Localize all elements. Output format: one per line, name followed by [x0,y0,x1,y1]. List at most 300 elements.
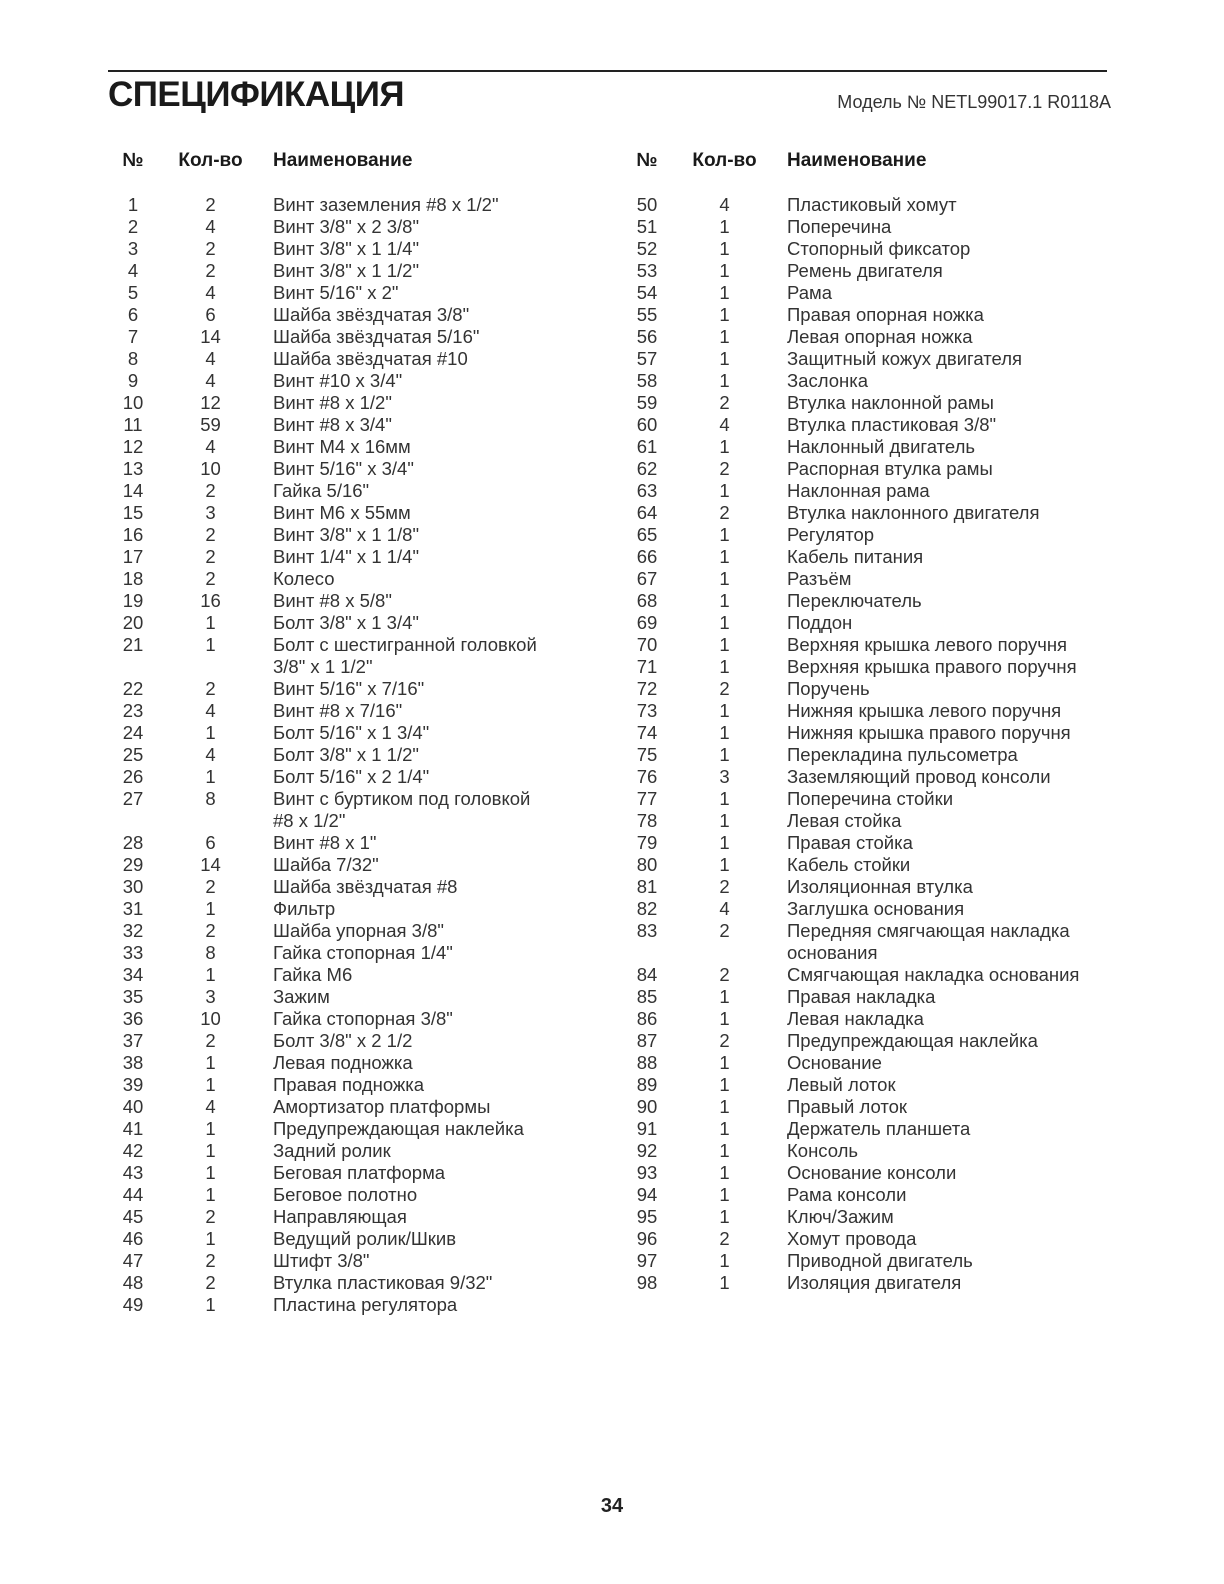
part-quantity: 8 [205,788,216,809]
table-row [108,788,578,832]
table-row [108,524,578,546]
table-row [108,1162,578,1184]
part-name: Винт #8 x 1" [273,832,377,853]
part-quantity: 10 [200,458,221,479]
part-name: Левая подножка [273,1052,413,1073]
part-number: 80 [636,854,658,875]
part-number: 50 [636,194,658,215]
part-name: Шайба звёздчатая 5/16" [273,326,480,347]
model-number: Модель № NETL99017.1 R0118A [837,92,1111,112]
part-quantity: 1 [719,810,730,831]
part-quantity: 1 [719,326,730,347]
part-number: 48 [122,1272,144,1293]
part-quantity: 1 [719,1206,730,1227]
part-number: 47 [122,1250,144,1271]
part-name: Поперечина стойки [787,788,954,809]
table-row [622,1184,1122,1206]
part-quantity: 10 [200,1008,221,1029]
table-row [622,194,1122,216]
part-name: Изоляция двигателя [787,1272,962,1293]
part-name: Беговое полотно [273,1184,418,1205]
part-name: Правая стойка [787,832,913,853]
part-name: Гайка M6 [273,964,353,985]
part-quantity: 6 [205,304,216,325]
part-number: 14 [122,480,144,501]
part-number: 92 [636,1140,658,1161]
part-quantity: 1 [205,1074,216,1095]
part-quantity: 14 [200,326,221,347]
table-row [622,766,1122,788]
header-num: № [122,150,144,171]
table-row [622,304,1122,326]
part-name: Левая накладка [787,1008,924,1029]
part-quantity: 3 [719,766,730,787]
table-row [622,612,1122,634]
part-quantity: 4 [205,370,216,391]
part-name: Колесо [273,568,335,589]
part-name: Верхняя крышка левого поручня [787,634,1068,655]
part-quantity: 14 [200,854,221,875]
part-quantity: 2 [205,546,216,567]
part-quantity: 1 [719,744,730,765]
part-number: 44 [122,1184,144,1205]
table-row [622,480,1122,502]
part-number: 59 [636,392,658,413]
part-quantity: 2 [205,524,216,545]
part-name: Втулка наклонного двигателя [787,502,1040,523]
table-row [108,1294,578,1316]
part-quantity: 1 [205,1140,216,1161]
part-name: Ремень двигателя [787,260,943,281]
part-quantity: 2 [205,260,216,281]
table-row [622,326,1122,348]
column-header [108,150,578,178]
part-name: Основание [787,1052,882,1073]
table-row [622,348,1122,370]
part-name: Нижняя крышка левого поручня [787,700,1062,721]
table-row [622,590,1122,612]
table-row [108,216,578,238]
table-row [108,238,578,260]
table-row [108,1184,578,1206]
part-quantity: 1 [719,590,730,611]
part-number: 71 [636,656,658,677]
table-row [108,700,578,722]
table-row [108,1228,578,1250]
table-row [622,700,1122,722]
part-name: Ведущий ролик/Шкив [273,1228,457,1249]
part-quantity: 1 [719,238,730,259]
part-name: Заглушка основания [787,898,965,919]
part-name: Винт 5/16" x 7/16" [273,678,425,699]
table-row [108,260,578,282]
part-name: Втулка наклонной рамы [787,392,994,413]
part-quantity: 1 [719,1250,730,1271]
part-number: 31 [122,898,144,919]
part-name: Болт с шестигранной головкой 3/8" x 1 1/2" [273,634,537,677]
table-row [108,194,578,216]
part-quantity: 1 [205,898,216,919]
part-name: Разъём [787,568,852,589]
part-name: Верхняя крышка правого поручня [787,656,1077,677]
table-row [622,1250,1122,1272]
part-number: 6 [127,304,139,325]
part-name: Винт M4 x 16мм [273,436,411,457]
part-quantity: 16 [200,590,221,611]
part-name: Винт 3/8" x 1 1/8" [273,524,420,545]
part-number: 91 [636,1118,658,1139]
part-name: Правая подножка [273,1074,425,1095]
part-name: Поперечина [787,216,892,237]
part-number: 52 [636,238,658,259]
part-quantity: 2 [205,1250,216,1271]
table-row [108,1052,578,1074]
part-number: 54 [636,282,658,303]
part-quantity: 2 [205,1272,216,1293]
part-name: Шайба звёздчатая 3/8" [273,304,470,325]
part-number: 21 [122,634,144,655]
part-quantity: 4 [205,282,216,303]
part-number: 85 [636,986,658,1007]
part-name: Предупреждающая наклейка [787,1030,1038,1051]
part-name: Гайка 5/16" [273,480,370,501]
part-name: Болт 5/16" x 2 1/4" [273,766,430,787]
part-name: Втулка пластиковая 9/32" [273,1272,493,1293]
part-quantity: 2 [205,238,216,259]
part-quantity: 1 [719,700,730,721]
part-name: Наклонный двигатель [787,436,975,457]
part-quantity: 1 [719,788,730,809]
part-number: 16 [122,524,144,545]
part-quantity: 1 [719,832,730,853]
part-quantity: 1 [719,348,730,369]
table-row [108,832,578,854]
part-name: Шайба звёздчатая #10 [273,348,468,369]
part-name: Штифт 3/8" [273,1250,370,1271]
part-number: 64 [636,502,658,523]
header-qty: Кол-во [178,150,243,171]
part-number: 18 [122,568,144,589]
part-number: 73 [636,700,658,721]
part-name: Правый лоток [787,1096,908,1117]
part-quantity: 2 [205,1206,216,1227]
part-number: 32 [122,920,144,941]
header-qty: Кол-во [692,150,757,171]
part-name: Нижняя крышка правого поручня [787,722,1071,743]
part-quantity: 4 [205,216,216,237]
table-row [108,480,578,502]
part-name: Заслонка [787,370,869,391]
part-number: 35 [122,986,144,1007]
part-quantity: 2 [205,678,216,699]
part-quantity: 1 [205,1184,216,1205]
part-number: 84 [636,964,658,985]
part-quantity: 1 [719,370,730,391]
part-quantity: 4 [719,194,730,215]
part-number: 89 [636,1074,658,1095]
part-name: Гайка стопорная 3/8" [273,1008,453,1029]
part-name: Приводной двигатель [787,1250,973,1271]
table-row [108,1140,578,1162]
part-name: Переключатель [787,590,922,611]
part-number: 76 [636,766,658,787]
part-quantity: 1 [205,612,216,633]
part-number: 62 [636,458,658,479]
part-number: 53 [636,260,658,281]
part-quantity: 1 [719,1140,730,1161]
part-name: Задний ролик [273,1140,391,1161]
part-name: Хомут провода [787,1228,917,1249]
part-quantity: 2 [205,480,216,501]
part-quantity: 1 [719,612,730,633]
part-number: 23 [122,700,144,721]
part-quantity: 3 [205,502,216,523]
part-name: Винт заземления #8 x 1/2" [273,194,499,215]
part-quantity: 1 [719,722,730,743]
part-quantity: 4 [719,898,730,919]
part-number: 29 [122,854,144,875]
part-number: 19 [122,590,144,611]
table-row [622,568,1122,590]
part-name: Стопорный фиксатор [787,238,971,259]
table-row [108,326,578,348]
part-quantity: 1 [719,568,730,589]
part-number: 37 [122,1030,144,1051]
part-quantity: 2 [205,876,216,897]
table-row [108,876,578,898]
table-row [622,788,1122,810]
parts-list-left [108,194,578,1316]
part-quantity: 1 [719,524,730,545]
part-name: Винт #8 x 5/8" [273,590,392,611]
table-row [622,854,1122,876]
header-name: Наименование [273,150,413,171]
part-quantity: 1 [719,1118,730,1139]
part-number: 61 [636,436,658,457]
part-name: Винт 3/8" x 1 1/2" [273,260,420,281]
table-row [622,1272,1122,1294]
part-number: 57 [636,348,658,369]
part-number: 17 [122,546,144,567]
part-quantity: 4 [205,348,216,369]
part-number: 28 [122,832,144,853]
part-quantity: 1 [719,216,730,237]
part-number: 39 [122,1074,144,1095]
part-number: 3 [127,238,139,259]
table-row [108,634,578,678]
part-quantity: 1 [719,260,730,281]
part-name: Пластина регулятора [273,1294,458,1315]
part-number: 88 [636,1052,658,1073]
part-quantity: 2 [719,502,730,523]
part-number: 33 [122,942,144,963]
part-name: Кабель питания [787,546,924,567]
table-row [622,370,1122,392]
part-name: Винт #8 x 3/4" [273,414,392,435]
part-quantity: 4 [205,1096,216,1117]
part-number: 86 [636,1008,658,1029]
part-number: 20 [122,612,144,633]
part-name: Правая опорная ножка [787,304,984,325]
table-row [622,1118,1122,1140]
part-quantity: 1 [719,282,730,303]
table-row [108,1074,578,1096]
part-number: 93 [636,1162,658,1183]
part-number: 79 [636,832,658,853]
part-name: Амортизатор платформы [273,1096,491,1117]
part-name: Защитный кожух двигателя [787,348,1023,369]
table-row [108,1206,578,1228]
table-row [622,1074,1122,1096]
part-quantity: 1 [719,986,730,1007]
part-name: Правая накладка [787,986,936,1007]
part-number: 51 [636,216,658,237]
part-name: Винт #8 x 7/16" [273,700,403,721]
table-row [622,634,1122,656]
table-row [622,1140,1122,1162]
part-quantity: 1 [719,1052,730,1073]
part-name: Винт с буртиком под головкой #8 x 1/2" [273,788,531,831]
header-name: Наименование [787,150,927,171]
part-number: 87 [636,1030,658,1051]
page-number: 34 [600,1495,624,1517]
table-row [108,722,578,744]
part-number: 45 [122,1206,144,1227]
part-quantity: 2 [205,568,216,589]
table-row [108,282,578,304]
table-row [108,348,578,370]
part-name: Винт 5/16" x 2" [273,282,399,303]
part-quantity: 1 [719,634,730,655]
part-number: 77 [636,788,658,809]
part-name: Заземляющий провод консоли [787,766,1051,787]
part-number: 42 [122,1140,144,1161]
parts-list-right [622,194,1122,1294]
part-number: 8 [127,348,139,369]
part-number: 75 [636,744,658,765]
table-row [108,414,578,436]
part-quantity: 1 [719,436,730,457]
table-row [622,920,1122,964]
table-row [108,1008,578,1030]
table-row [108,678,578,700]
table-row [108,458,578,480]
part-number: 24 [122,722,144,743]
table-row [622,546,1122,568]
table-row [622,1162,1122,1184]
part-number: 15 [122,502,144,523]
table-row [108,590,578,612]
part-name: Левая опорная ножка [787,326,973,347]
part-number: 34 [122,964,144,985]
part-name: Наклонная рама [787,480,930,501]
table-row [622,282,1122,304]
part-quantity: 59 [200,414,221,435]
table-row [108,964,578,986]
table-row [622,722,1122,744]
parts-column-right [622,150,1122,1294]
part-quantity: 2 [719,920,730,941]
part-name: Винт 1/4" x 1 1/4" [273,546,420,567]
part-number: 43 [122,1162,144,1183]
part-quantity: 1 [205,766,216,787]
part-name: Предупреждающая наклейка [273,1118,524,1139]
table-row [108,304,578,326]
table-row [622,436,1122,458]
part-quantity: 1 [719,1074,730,1095]
table-row [622,502,1122,524]
part-name: Поручень [787,678,870,699]
part-name: Перекладина пульсометра [787,744,1018,765]
part-name: Ключ/Зажим [787,1206,894,1227]
part-number: 67 [636,568,658,589]
part-number: 38 [122,1052,144,1073]
part-name: Кабель стойки [787,854,911,875]
table-row [108,898,578,920]
part-number: 82 [636,898,658,919]
part-number: 60 [636,414,658,435]
part-quantity: 1 [205,1162,216,1183]
table-row [622,216,1122,238]
part-number: 5 [127,282,139,303]
part-number: 70 [636,634,658,655]
table-row [108,942,578,964]
part-name: Шайба упорная 3/8" [273,920,444,941]
part-quantity: 1 [719,656,730,677]
part-number: 74 [636,722,658,743]
table-row [622,238,1122,260]
part-number: 9 [127,370,139,391]
part-number: 97 [636,1250,658,1271]
table-row [108,1118,578,1140]
part-quantity: 2 [719,392,730,413]
part-name: Поддон [787,612,853,633]
table-row [622,414,1122,436]
part-name: Винт #8 x 1/2" [273,392,392,413]
part-name: Левая стойка [787,810,902,831]
part-quantity: 1 [719,304,730,325]
part-number: 10 [122,392,144,413]
part-name: Основание консоли [787,1162,957,1183]
part-name: Болт 3/8" x 1 1/2" [273,744,419,765]
part-quantity: 1 [719,546,730,567]
part-quantity: 4 [205,436,216,457]
part-number: 83 [636,920,658,941]
part-quantity: 6 [205,832,216,853]
part-quantity: 1 [205,634,216,655]
part-number: 81 [636,876,658,897]
part-quantity: 4 [205,700,216,721]
table-row [622,524,1122,546]
part-name: Болт 3/8" x 1 3/4" [273,612,419,633]
part-name: Распорная втулка рамы [787,458,993,479]
top-rule [108,70,1107,72]
part-number: 7 [127,326,139,347]
table-row [622,260,1122,282]
part-number: 25 [122,744,144,765]
table-row [622,1030,1122,1052]
part-quantity: 2 [205,1030,216,1051]
part-number: 58 [636,370,658,391]
table-row [108,986,578,1008]
table-row [108,392,578,414]
part-name: Смягчающая накладка основания [787,964,1080,985]
part-number: 27 [122,788,144,809]
table-row [108,502,578,524]
column-header [622,150,1122,178]
part-quantity: 2 [719,1030,730,1051]
part-number: 12 [122,436,144,457]
